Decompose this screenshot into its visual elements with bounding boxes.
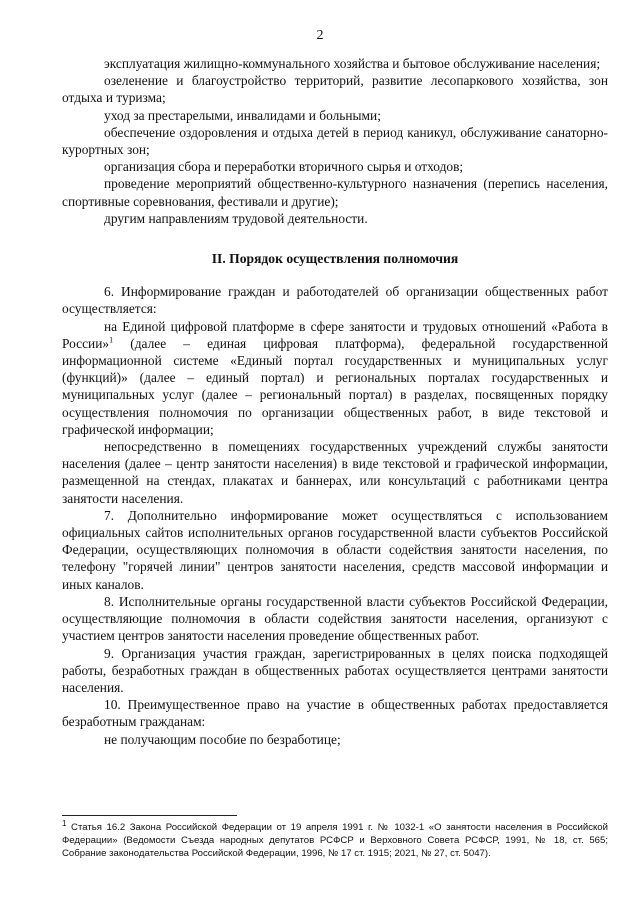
footnote-divider bbox=[62, 815, 237, 816]
footnote-mark: 1 bbox=[62, 818, 67, 828]
paragraph-7: 7. Дополнительно информирование может осуществляться с использованием официальных сайтов исполнительных органов государственной власти субъектов Российской Федерации, осуществляющих полномочия в области содействия занятости населения, по телефону "горячей линии" центров занятости населения, средств массовой информации и иных каналов. bbox=[62, 507, 608, 592]
paragraph-6-item-1-end: (далее – единая цифровая платформа), федеральной государственной информационной системе «Единый портал государственных и муниципальных услуг (функций)» (далее – единый портал) и региональных порталах государственных и муниципальных услуг (далее – региональный портал) в разделах, посвященных порядку осуществления полномочия по организации общественных работ, в виде текстовой и графической информации; bbox=[62, 335, 608, 437]
paragraph-8: 8. Исполнительные органы государственной власти субъектов Российской Федерации, осуществляющие полномочия в области содействия занятости населения, организуют с участием центров занятости населения проведение общественных работ. bbox=[62, 593, 608, 644]
footnote-reference[interactable]: 1 bbox=[109, 335, 114, 345]
intro-item: обеспечение оздоровления и отдыха детей в период каникул, обслуживание санаторно-курортных зон; bbox=[62, 124, 608, 158]
paragraph-10-lead: 10. Преимущественное право на участие в общественных работах предоставляется безработным гражданам: bbox=[62, 697, 608, 730]
intro-item: другим направлениям трудовой деятельности. bbox=[104, 210, 368, 226]
section-heading: II. Порядок осуществления полномочия bbox=[211, 251, 459, 267]
paragraph-6-item-2: непосредственно в помещениях государственных учреждений службы занятости населения (далее – центр занятости населения) в виде текстовой и графической информации, размещенной на стендах, плакатах и баннерах, или консультаций с работниками центра занятости населения. bbox=[62, 439, 608, 506]
paragraph-6-lead: 6. Информирование граждан и работодателей об организации общественных работ осуществляется: bbox=[62, 284, 608, 317]
paragraph-6-item-1-start: на Единой цифровой платформе в сфере занятости и трудовых отношений «Работа в России» bbox=[62, 318, 608, 351]
paragraph-10-item-1: не получающим пособие по безработице; bbox=[104, 731, 341, 747]
page-number: 2 bbox=[316, 28, 324, 43]
paragraph-9: 9. Организация участия граждан, зарегистрированных в целях поиска подходящей работы, безработных граждан в общественных работах осуществляется центрами занятости населения. bbox=[62, 645, 608, 695]
intro-item: эксплуатация жилищно-коммунального хозяйства и бытовое обслуживание населения; bbox=[104, 56, 601, 71]
intro-item: проведение мероприятий общественно-культурного назначения (перепись населения, спортивные соревнования, фестивали и другие); bbox=[62, 176, 608, 209]
intro-item: озеленение и благоустройство территорий, развитие лесопаркового хозяйства, зон отдыха и туризма; bbox=[62, 73, 608, 106]
intro-item: организация сбора и переработки вторичного сырья и отходов; bbox=[104, 159, 464, 175]
footnote-text: Статья 16.2 Закона Российской Федерации от 19 апреля 1991 г. № 1032-1 «О занятости населения в Российской Федерации» (Ведомости Съезда народных депутатов РСФСР и Верховного Совета РСФСР, 1991, № 18, ст. 565; Собрание законодательства Российской Федерации, 1996, № 17 ст. 1915; 2021, № 27, ст. 5047). bbox=[62, 822, 608, 859]
footnote bbox=[62, 818, 608, 860]
document-body bbox=[62, 55, 608, 748]
paragraph-6-item-1 bbox=[62, 318, 608, 438]
intro-item: уход за престарелыми, инвалидами и больными; bbox=[104, 107, 381, 123]
